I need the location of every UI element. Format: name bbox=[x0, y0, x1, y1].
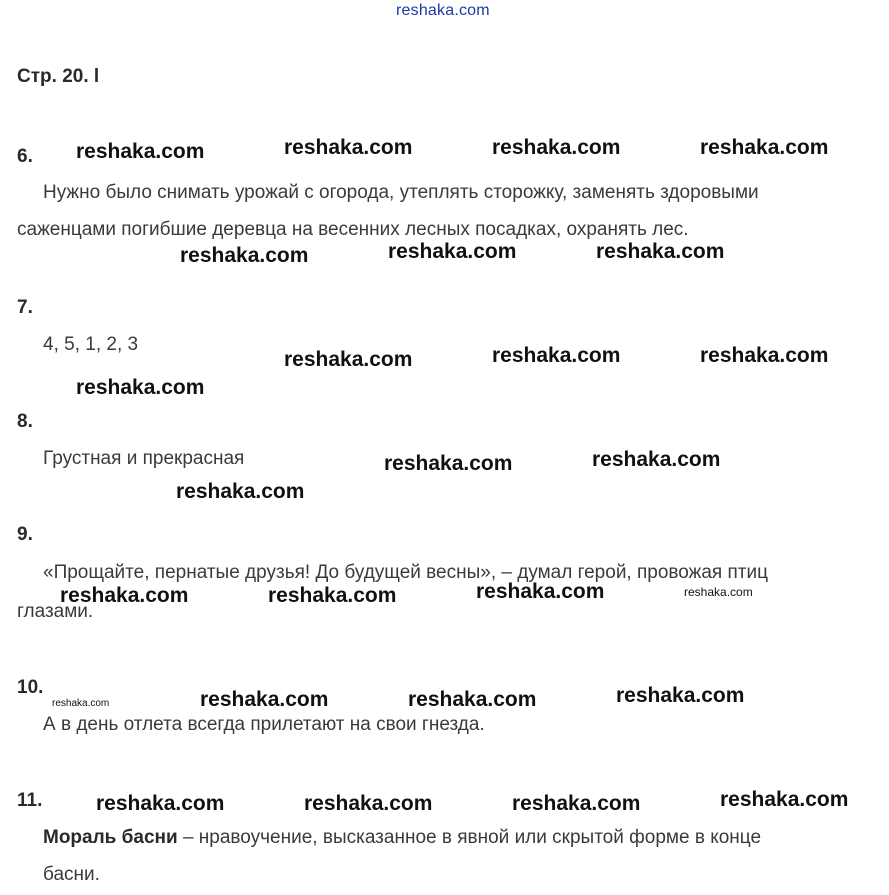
task-6-line-1: Нужно было снимать урожай с огорода, утеплять сторожку, заменять здоровыми bbox=[43, 182, 759, 203]
task-11-line-2: басни. bbox=[43, 864, 100, 885]
watermark: reshaka.com bbox=[76, 376, 205, 399]
watermark: reshaka.com bbox=[512, 792, 641, 815]
task-9-number: 9. bbox=[17, 524, 33, 545]
watermark: reshaka.com bbox=[720, 788, 849, 811]
watermark: reshaka.com bbox=[52, 698, 110, 709]
task-11-definition: – нравоучение, высказанное в явной или скрытой форме в конце bbox=[177, 827, 762, 848]
watermark: reshaka.com bbox=[596, 240, 725, 263]
task-6-number: 6. bbox=[17, 146, 33, 167]
watermark: reshaka.com bbox=[700, 136, 829, 159]
watermark: reshaka.com bbox=[76, 140, 205, 163]
watermark: reshaka.com bbox=[616, 684, 745, 707]
watermark: reshaka.com bbox=[388, 240, 517, 263]
watermark: reshaka.com bbox=[492, 344, 621, 367]
task-9-line-1: «Прощайте, пернатые друзья! До будущей весны», – думал герой, провожая птиц bbox=[43, 562, 768, 583]
watermark: reshaka.com bbox=[60, 584, 189, 607]
site-watermark-top: reshaka.com bbox=[396, 2, 490, 19]
watermark: reshaka.com bbox=[284, 136, 413, 159]
task-11-number: 11. bbox=[17, 790, 43, 811]
watermark: reshaka.com bbox=[304, 792, 433, 815]
task-7-answer: 4, 5, 1, 2, 3 bbox=[43, 334, 139, 355]
task-7-number: 7. bbox=[17, 297, 33, 318]
watermark: reshaka.com bbox=[476, 580, 605, 603]
watermark: reshaka.com bbox=[180, 244, 309, 267]
watermark: reshaka.com bbox=[408, 688, 537, 711]
watermark: reshaka.com bbox=[492, 136, 621, 159]
watermark: reshaka.com bbox=[96, 792, 225, 815]
task-11-term: Мораль басни bbox=[43, 827, 178, 848]
watermark: reshaka.com bbox=[700, 344, 829, 367]
task-9-line-2: глазами. bbox=[17, 601, 94, 622]
watermark: reshaka.com bbox=[176, 480, 305, 503]
task-10-number: 10. bbox=[17, 677, 44, 698]
watermark: reshaka.com bbox=[268, 584, 397, 607]
page-heading: Стр. 20. l bbox=[17, 66, 100, 87]
watermark: reshaka.com bbox=[684, 585, 753, 599]
task-10-answer: А в день отлета всегда прилетают на свои гнезда. bbox=[43, 714, 485, 735]
watermark: reshaka.com bbox=[592, 448, 721, 471]
task-6-line-2: саженцами погибшие деревца на весенних лесных посадках, охранять лес. bbox=[17, 219, 689, 240]
watermark: reshaka.com bbox=[200, 688, 329, 711]
watermark: reshaka.com bbox=[284, 348, 413, 371]
task-8-number: 8. bbox=[17, 411, 33, 432]
task-8-answer: Грустная и прекрасная bbox=[43, 448, 245, 469]
task-11-line-1 bbox=[43, 827, 761, 849]
watermark: reshaka.com bbox=[384, 452, 513, 475]
